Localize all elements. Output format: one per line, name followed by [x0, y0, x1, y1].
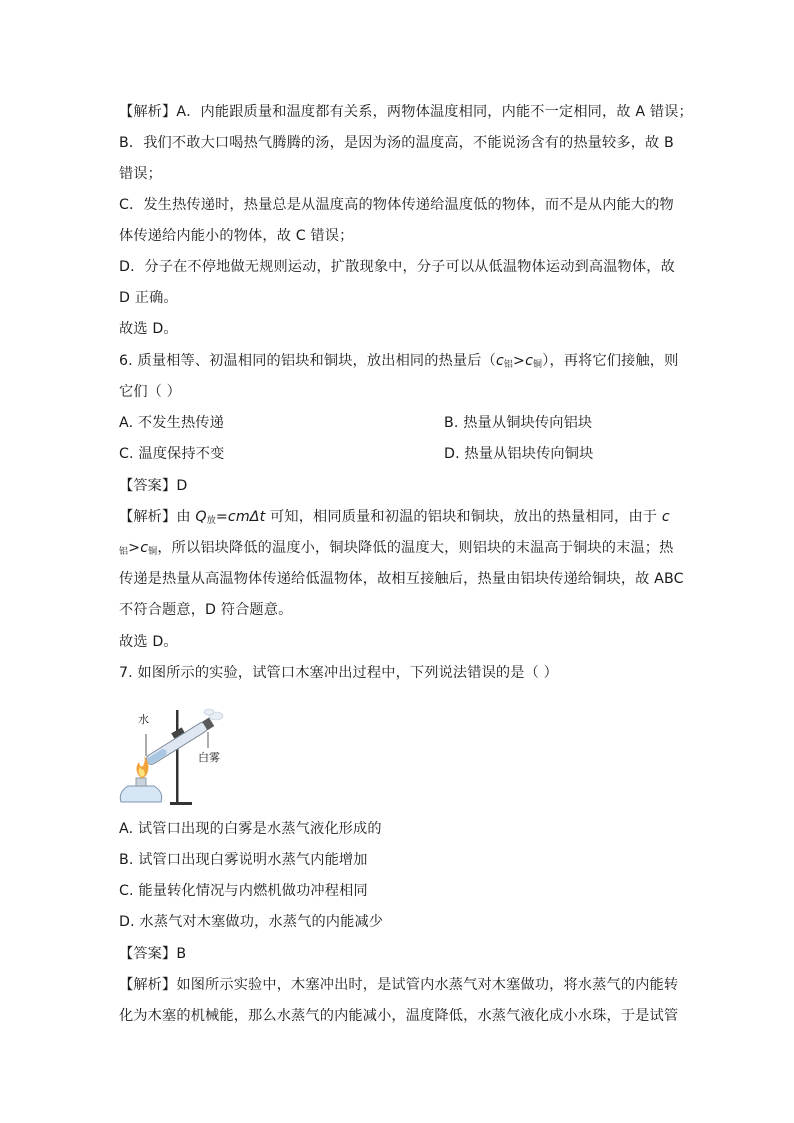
prev-analysis-line-4: C．发生热传递时，热量总是从温度高的物体传递给温度低的物体，而不是从内能大的物: [119, 197, 674, 213]
q7-stem: 7. 如图所示的实验，试管口木塞冲出过程中，下列说法错误的是（ ）: [119, 665, 558, 681]
q7-option-b: B. 试管口出现白雾说明水蒸气内能增加: [119, 852, 368, 868]
q6-formula: =cmΔt: [215, 509, 266, 525]
q6-subscript-al: 铝: [503, 360, 514, 370]
q6-analysis-subscript-cu: 铜: [148, 547, 158, 557]
q6-stem-part-b: ），再将它们接触，则: [542, 353, 679, 369]
prev-analysis-line-3: 错误；: [119, 166, 163, 182]
q7-answer: 【答案】B: [119, 946, 187, 962]
q6-subscript-cu: 铜: [533, 360, 543, 370]
q7-option-c: C. 能量转化情况与内燃机做功冲程相同: [119, 883, 368, 899]
prev-analysis-line-6: D．分子在不停地做无规则运动，扩散现象中，分子可以从低温物体运动到高温物体，故: [119, 259, 675, 275]
q6-analysis-line-1: [119, 507, 670, 531]
q6-option-c: C. 温度保持不变: [119, 446, 225, 462]
q7-option-a: A. 试管口出现的白雾是水蒸气液化形成的: [119, 821, 382, 837]
prev-analysis-line-5: 体传递给内能小的物体，故 C 错误；: [119, 228, 354, 244]
q6-stem-line-2: 它们（ ）: [119, 384, 182, 400]
q6-stem-line-1: [119, 351, 678, 375]
prev-analysis-line-1: 【解析】A．内能跟质量和温度都有关系，两物体温度相同，内能不一定相同，故 A 错误；: [119, 104, 693, 120]
q6-option-d: D. 热量从铝块传向铜块: [444, 446, 594, 462]
stand-rod: [176, 710, 179, 803]
q6-answer: 【答案】D: [119, 478, 188, 494]
q7-figure: [116, 704, 226, 812]
q6-stem-part-a: 6. 质量相等、初温相同的铝块和铜块，放出相同的热量后（: [119, 353, 496, 369]
q6-symbol-c: c: [661, 509, 670, 525]
stand-base: [170, 802, 192, 805]
q6-option-a: A. 不发生热传递: [119, 415, 224, 431]
q6-conclusion: 故选 D。: [119, 634, 178, 650]
q6-option-b: B. 热量从铜块传向铝块: [444, 415, 593, 431]
q7-analysis-line-1: 【解析】如图所示实验中，木塞冲出时，是试管内水蒸气对木塞做功，将水蒸气的内能转: [119, 977, 679, 993]
q6-analysis-line-3: 传递是热量从高温物体传递给低温物体，故相互接触后，热量由铝块传递给铜块，故 ABC: [119, 571, 684, 587]
prev-analysis-line-2: B．我们不敢大口喝热气腾腾的汤，是因为汤的温度高，不能说汤含有的热量较多，故 B: [119, 135, 674, 151]
white-fog: [204, 709, 223, 720]
q6-analysis-line-2-rest: ，所以铝块降低的温度小，铜块降低的温度大，则铝块的末温高于铜块的末温；热: [157, 540, 674, 556]
q7-option-d: D. 水蒸气对木塞做功，水蒸气的内能减少: [119, 914, 384, 930]
q6-symbol-c-cu: c: [525, 353, 534, 369]
alcohol-lamp: [120, 778, 161, 802]
q6-symbol-q: Q: [195, 509, 207, 525]
q6-analysis-line-2: [119, 538, 673, 562]
label-white-fog: 白雾: [198, 751, 220, 764]
q6-subscript-release: 放: [206, 516, 216, 526]
q6-analysis-line-4: 不符合题意，D 符合题意。: [119, 602, 293, 618]
prev-analysis-line-7: D 正确。: [119, 290, 178, 306]
q6-analysis-prefix: 【解析】由: [119, 509, 196, 525]
q6-analysis-gt-c: >c: [128, 540, 149, 556]
q6-symbol-c-al: c: [495, 353, 504, 369]
label-water: 水: [138, 713, 149, 726]
q7-analysis-line-2: 化为木塞的机械能，那么水蒸气的内能减小，温度降低，水蒸气液化成小水珠，于是试管: [119, 1008, 679, 1024]
q6-analysis-part-b: 可知，相同质量和初温的铝块和铜块，放出的热量相同，由于: [265, 509, 662, 525]
q6-analysis-subscript-al: 铝: [119, 547, 129, 557]
q6-gt-sign: >: [513, 353, 526, 369]
prev-conclusion: 故选 D。: [119, 321, 178, 337]
